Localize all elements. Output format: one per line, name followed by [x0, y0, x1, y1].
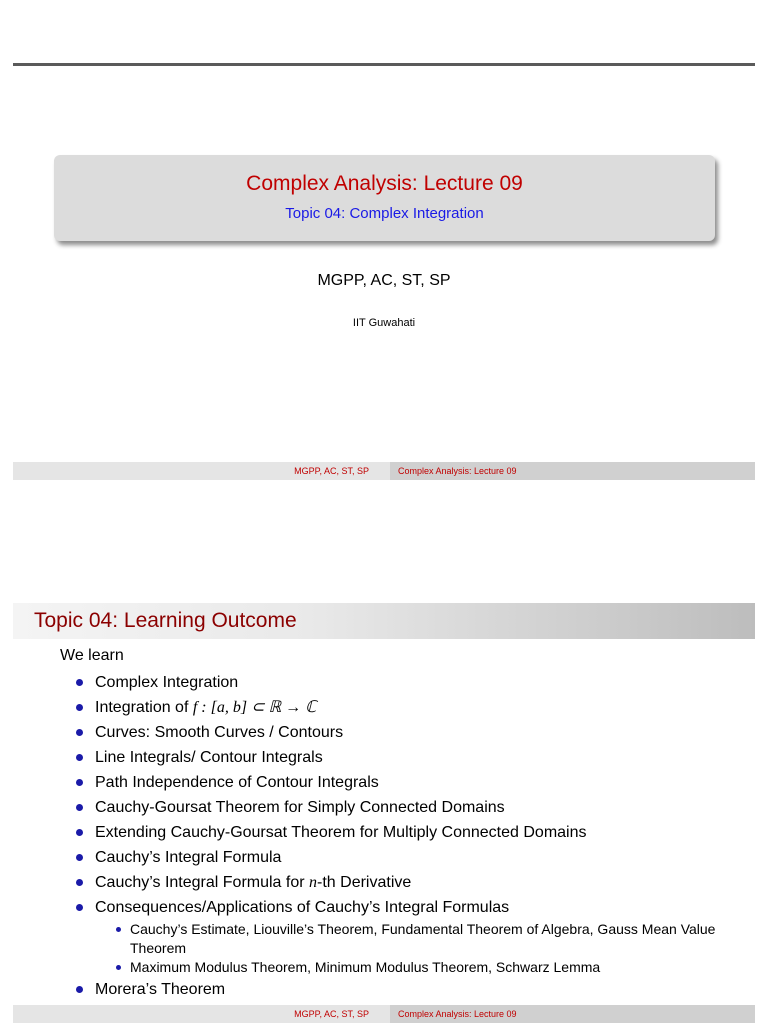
list-item: Path Independence of Contour Integrals [0, 770, 768, 795]
sub-list-item: Maximum Modulus Theorem, Minimum Modulus Theorem, Schwarz Lemma [95, 958, 768, 977]
slide-heading [13, 603, 755, 639]
bullet-icon [76, 704, 83, 711]
math-variable: n [309, 874, 318, 891]
authors: MGPP, AC, ST, SP [317, 272, 451, 289]
list-item: Extending Cauchy-Goursat Theorem for Multiply Connected Domains [0, 820, 768, 845]
math-expression: f : [a, b] ⊂ ℝ → ℂ [192, 699, 317, 716]
bullet-icon [76, 829, 83, 836]
footer-slide-1 [13, 462, 755, 480]
bullet-icon [76, 679, 83, 686]
lecture-title: Complex Analysis: Lecture 09 [246, 172, 523, 195]
bullet-icon [76, 986, 83, 993]
top-rule [13, 63, 755, 66]
list-item: Complex Integration [0, 670, 768, 695]
footer-title: Complex Analysis: Lecture 09 [398, 466, 517, 476]
sub-list [95, 920, 768, 977]
title-box [54, 155, 715, 241]
list-item: Cauchy-Goursat Theorem for Simply Connected Domains [0, 795, 768, 820]
footer-title: Complex Analysis: Lecture 09 [398, 1009, 517, 1019]
intro-text: We learn [60, 647, 124, 664]
outcome-list [0, 670, 768, 1002]
bullet-icon [116, 927, 121, 932]
list-item: Line Integrals/ Contour Integrals [0, 745, 768, 770]
bullet-icon [76, 779, 83, 786]
bullet-icon [76, 729, 83, 736]
footer-authors: MGPP, AC, ST, SP [294, 1009, 369, 1019]
bullet-icon [76, 904, 83, 911]
slide-heading-text: Topic 04: Learning Outcome [34, 609, 297, 632]
list-item: Integration of f : [a, b] ⊂ ℝ → ℂ [0, 695, 768, 720]
bullet-icon [116, 965, 121, 970]
institute: IIT Guwahati [352, 317, 416, 329]
lecture-subtitle: Topic 04: Complex Integration [285, 205, 484, 222]
bullet-icon [76, 854, 83, 861]
sub-list-item: Cauchy’s Estimate, Liouville’s Theorem, Fundamental Theorem of Algebra, Gauss Mean Value Theorem [95, 920, 768, 958]
footer-slide-2 [13, 1005, 755, 1023]
list-item: Cauchy’s Integral Formula for n-th Derivative [0, 870, 768, 895]
bullet-icon [76, 754, 83, 761]
list-item: Consequences/Applications of Cauchy’s Integral Formulas Cauchy’s Estimate, Liouville’s Theorem, Fundamental Theorem of Algebra, Gauss Mean Value Theorem Maximum Modulus Theorem, Minimum Modulus Theorem, Schwarz Lemma [0, 895, 768, 977]
list-item: Curves: Smooth Curves / Contours [0, 720, 768, 745]
bullet-icon [76, 804, 83, 811]
footer-authors: MGPP, AC, ST, SP [294, 466, 369, 476]
bullet-icon [76, 879, 83, 886]
list-item: Morera’s Theorem [0, 977, 768, 1002]
list-item: Cauchy’s Integral Formula [0, 845, 768, 870]
